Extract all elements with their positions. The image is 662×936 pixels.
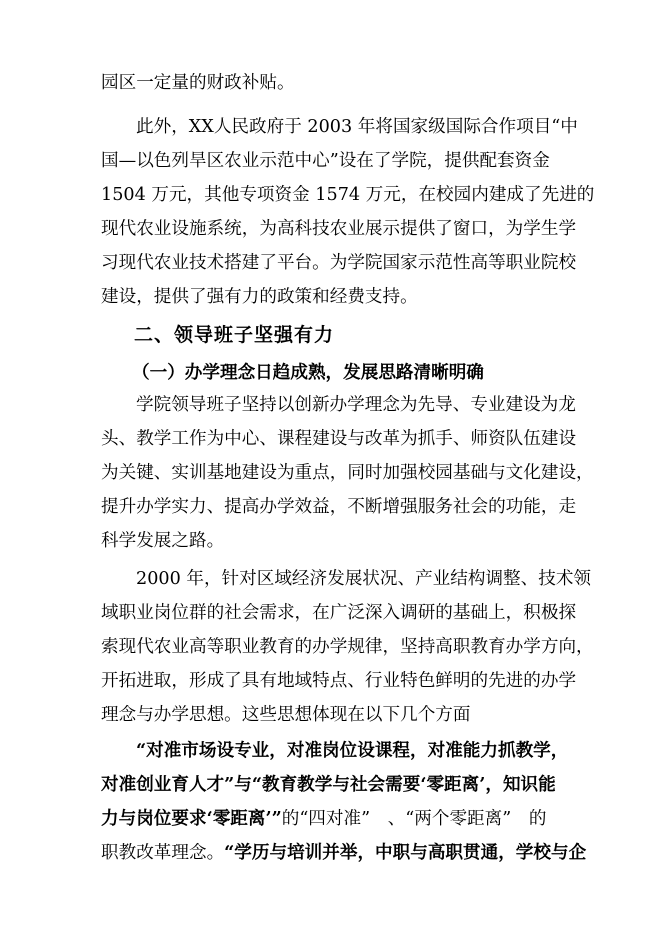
paragraph-line: 域职业岗位群的社会需求，在广泛深入调研的基础上，积极探 <box>101 603 577 623</box>
paragraph-line: 园区一定量的财政补贴。 <box>101 73 295 93</box>
plain-text: 职教改革理念。 <box>101 843 225 863</box>
paragraph-line: 提升办学实力、提高办学效益，不断增强服务社会的功能，走 <box>101 497 577 517</box>
paragraph-line: 建设，提供了强有力的政策和经费支持。 <box>101 287 418 307</box>
paragraph-line: 国—以色列旱区农业示范中心”设在了学院，提供配套资金 <box>101 151 550 171</box>
emphasis-text: 力与岗位要求‘零距离’” <box>101 808 282 829</box>
paragraph-line: 学院领导班子坚持以创新办学理念为先导、专业建设为龙 <box>136 395 576 415</box>
paragraph-line: 1504 万元，其他专项资金 1574 万元，在校园内建成了先进的 <box>101 185 595 205</box>
paragraph-line: 头、教学工作为中心、课程建设与改革为抓手、师资队伍建设 <box>101 429 577 449</box>
paragraph-line <box>101 842 586 864</box>
paragraph-line: 开拓进取，形成了具有地域特点、行业特色鲜明的先进的办学 <box>101 671 577 691</box>
paragraph-line: 科学发展之路。 <box>101 531 225 551</box>
paragraph-line: 理念与办学思想。这些思想体现在以下几个方面 <box>101 705 471 725</box>
paragraph-line: 为关键、实训基地建设为重点，同时加强校园基础与文化建设， <box>101 463 594 483</box>
paragraph-line: 此外，XX人民政府于 2003 年将国家级国际合作项目“中 <box>136 117 578 137</box>
paragraph-line: 现代农业设施系统，为高科技农业展示提供了窗口，为学生学 <box>101 219 577 239</box>
subsection-heading: （一）办学理念日趋成熟，发展思路清晰明确 <box>132 362 484 383</box>
paragraph-line <box>101 808 546 830</box>
emphasis-text: “学历与培训并举，中职与高职贯通，学校与企 <box>224 842 587 863</box>
paragraph-line: 对准创业育人才”与“教育教学与社会需要‘零距离’，知识能 <box>101 774 556 795</box>
paragraph-line: 习现代农业技术搭建了平台。为学院国家示范性高等职业院校 <box>101 253 577 273</box>
plain-text: 的“四对准” 、“两个零距离” 的 <box>281 809 547 829</box>
section-heading: 二、领导班子坚强有力 <box>134 324 335 346</box>
paragraph-line: “对准市场设专业，对准岗位设课程，对准能力抓教学， <box>136 740 569 761</box>
paragraph-line: 索现代农业高等职业教育的办学规律，坚持高职教育办学方向， <box>101 637 594 657</box>
paragraph-line: 2000 年，针对区域经济发展状况、产业结构调整、技术领 <box>136 569 592 589</box>
